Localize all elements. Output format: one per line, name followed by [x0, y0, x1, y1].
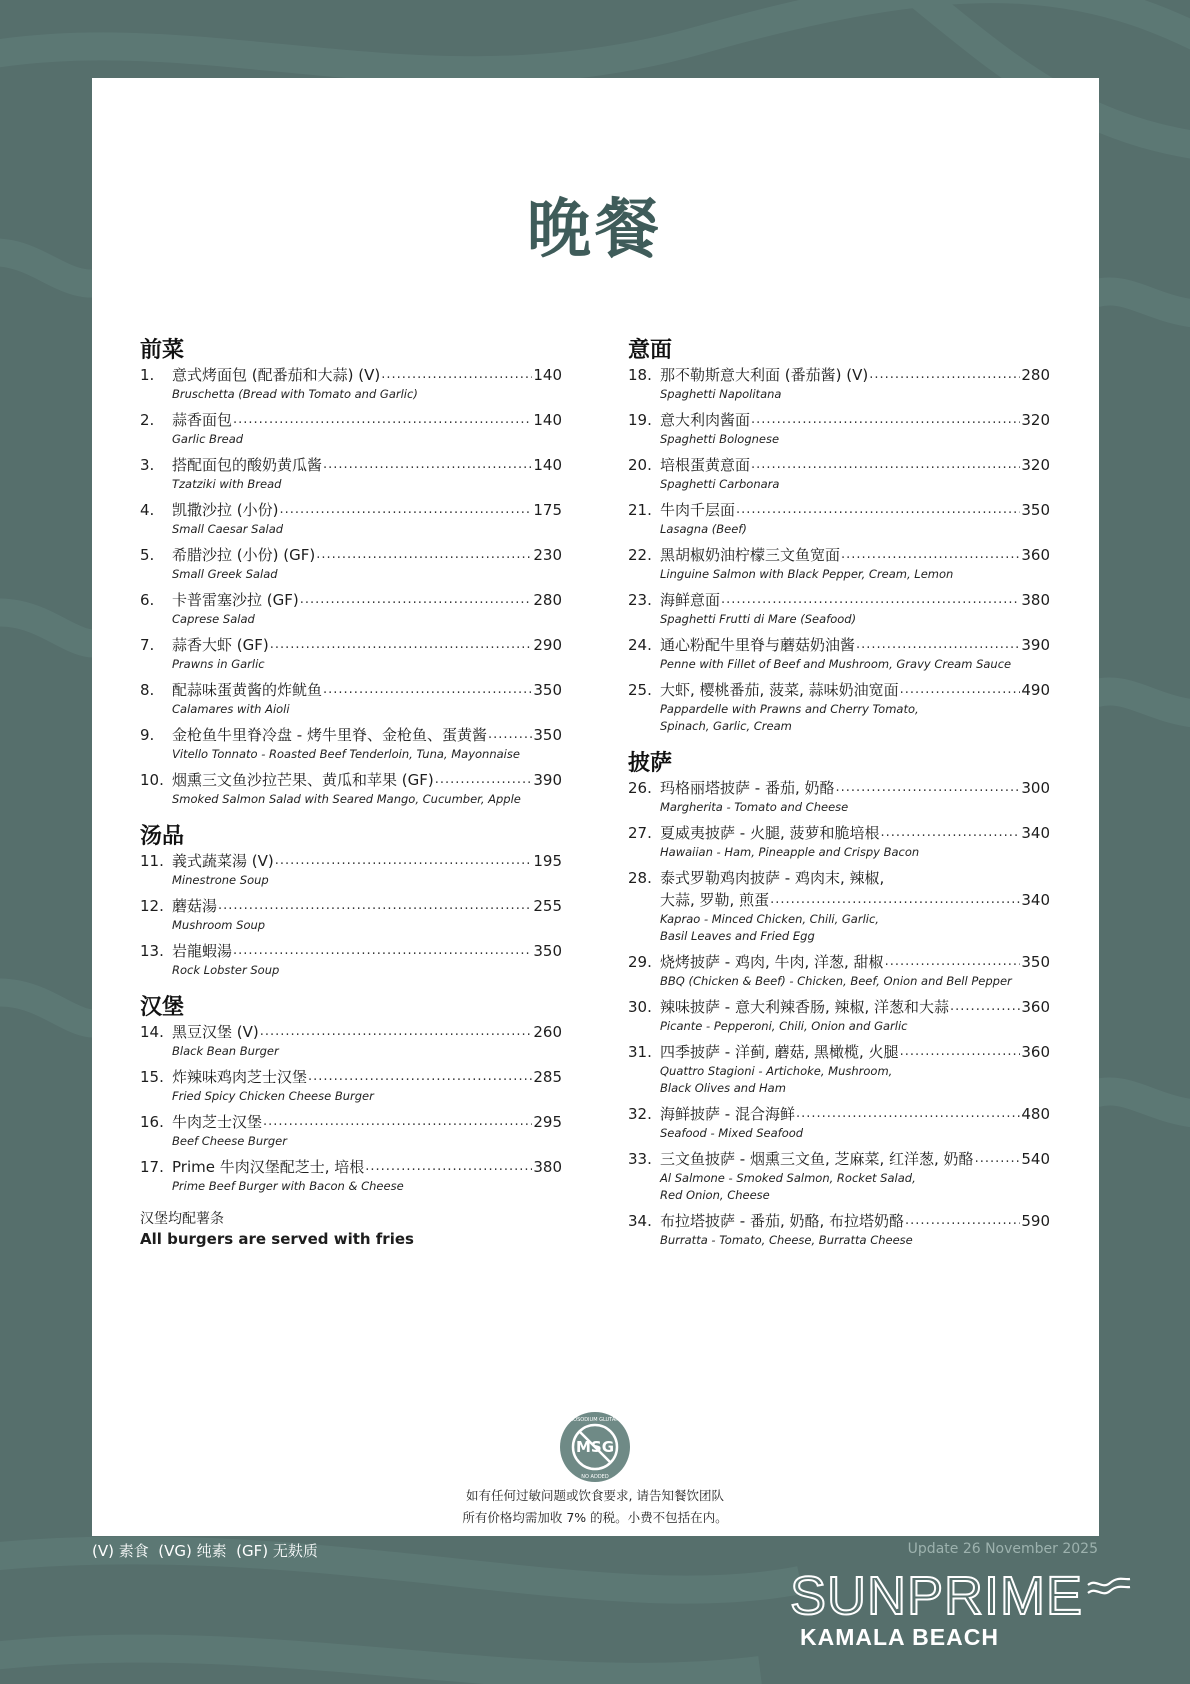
- item-name: 炸辣味鸡肉芝士汉堡: [172, 1068, 308, 1086]
- item-price: 140: [533, 411, 562, 429]
- brand-logo: [790, 1568, 1130, 1650]
- menu-item: [628, 679, 1050, 735]
- item-price: 350: [533, 726, 562, 744]
- item-number: 11.: [140, 852, 164, 870]
- msg-badge-bottom-text: NO ADDED: [581, 1474, 609, 1480]
- diet-legend: (V) 素食 (VG) 纯素 (GF) 无麸质: [92, 1542, 318, 1560]
- item-english-name: Tzatziki with Bread: [172, 477, 282, 491]
- item-english-name: Spaghetti Carbonara: [660, 477, 780, 491]
- menu-item: [140, 895, 562, 934]
- item-number: 28.: [628, 869, 652, 887]
- item-english-name-line2: Black Olives and Ham: [660, 1081, 786, 1095]
- item-english-name: Prime Beef Burger with Bacon & Cheese: [172, 1179, 404, 1193]
- item-english-name: Fried Spicy Chicken Cheese Burger: [172, 1089, 374, 1103]
- menu-item: [628, 409, 1050, 448]
- menu-item: [628, 1041, 1050, 1097]
- item-number: 24.: [628, 636, 652, 654]
- item-name: 岩龍蝦湯: [172, 942, 233, 960]
- item-number: 2.: [140, 411, 155, 429]
- dot-leader: [488, 724, 532, 746]
- dot-leader: [881, 822, 1021, 844]
- item-price: 260: [533, 1023, 562, 1041]
- item-name: 布拉塔披萨 - 番茄, 奶酪, 布拉塔奶酪: [660, 1212, 905, 1230]
- dot-leader: [218, 895, 532, 917]
- section-title: 前菜: [140, 337, 185, 363]
- menu-item: [140, 364, 562, 403]
- item-english-name: Black Bean Burger: [172, 1044, 279, 1058]
- item-number: 7.: [140, 636, 155, 654]
- menu-item: [628, 951, 1050, 990]
- item-price: 230: [533, 546, 562, 564]
- item-price: 540: [1021, 1150, 1050, 1168]
- item-number: 9.: [140, 726, 155, 744]
- dot-leader: [323, 454, 532, 476]
- item-name: 配蒜味蛋黄酱的炸鱿鱼: [172, 681, 323, 699]
- item-english-name: Garlic Bread: [172, 432, 244, 446]
- item-price: 360: [1021, 998, 1050, 1016]
- dot-leader: [796, 1103, 1020, 1125]
- menu-item: [140, 634, 562, 673]
- item-name: 培根蛋黄意面: [660, 456, 751, 474]
- item-number: 22.: [628, 546, 652, 564]
- item-price: 140: [533, 366, 562, 384]
- item-name: 通心粉配牛里脊与蘑菇奶油酱: [660, 636, 856, 654]
- section-title: 汉堡: [140, 994, 185, 1020]
- item-name: 烧烤披萨 - 鸡肉, 牛肉, 洋葱, 甜椒: [660, 953, 884, 971]
- menu-item: [140, 769, 562, 808]
- section-title: 意面: [628, 337, 673, 363]
- item-number: 5.: [140, 546, 155, 564]
- item-name: 牛肉芝士汉堡: [172, 1113, 263, 1131]
- item-english-name: Lasagna (Beef): [660, 522, 747, 536]
- item-name: 玛格丽塔披萨 - 番茄, 奶酪: [660, 779, 835, 797]
- item-english-name: Picante - Pepperoni, Chili, Onion and Garlic: [660, 1019, 908, 1033]
- burger-note-en: All burgers are served with fries: [140, 1230, 414, 1248]
- item-price: 350: [533, 942, 562, 960]
- dot-leader: [751, 454, 1020, 476]
- item-english-name: Vitello Tonnato - Roasted Beef Tenderloin, Tuna, Mayonnaise: [172, 747, 520, 761]
- dot-leader: [885, 951, 1021, 973]
- item-english-name: Al Salmone - Smoked Salmon, Rocket Salad,: [660, 1171, 916, 1185]
- item-english-name: Mushroom Soup: [172, 918, 266, 932]
- menu-item: [628, 1103, 1050, 1142]
- dot-leader: [381, 364, 532, 386]
- item-number: 14.: [140, 1023, 164, 1041]
- item-name: 搭配面包的酸奶黄瓜酱: [172, 456, 323, 474]
- item-english-name-line2: Red Onion, Cheese: [660, 1188, 770, 1202]
- dot-leader: [260, 1021, 533, 1043]
- menu-item: [628, 634, 1050, 673]
- item-number: 32.: [628, 1105, 652, 1123]
- item-price: 350: [1021, 953, 1050, 971]
- item-name: Prime 牛肉汉堡配芝士, 培根: [172, 1158, 365, 1176]
- item-english-name: Small Greek Salad: [172, 567, 278, 581]
- menu-item: [628, 1148, 1050, 1204]
- item-name: 意式烤面包 (配番茄和大蒜) (V): [172, 366, 381, 384]
- item-english-name: Linguine Salmon with Black Pepper, Cream, Lemon: [660, 567, 954, 581]
- dot-leader: [275, 850, 533, 872]
- item-english-name: Calamares with Aioli: [172, 702, 290, 716]
- item-name: 三文鱼披萨 - 烟熏三文鱼, 芝麻菜, 红洋葱, 奶酪: [660, 1150, 974, 1168]
- item-price: 175: [533, 501, 562, 519]
- msg-badge-top-text: MONOSODIUM GLUTAMATE: [561, 1417, 629, 1423]
- item-name: 蘑菇湯: [172, 897, 218, 915]
- item-name: 四季披萨 - 洋蓟, 蘑菇, 黑橄榄, 火腿: [660, 1043, 899, 1061]
- dot-leader: [323, 679, 532, 701]
- dot-leader: [841, 544, 1020, 566]
- item-price: 390: [533, 771, 562, 789]
- item-number: 17.: [140, 1158, 164, 1176]
- item-price: 340: [1021, 891, 1050, 909]
- item-price: 340: [1021, 824, 1050, 842]
- item-price: 380: [1021, 591, 1050, 609]
- menu-item: [628, 499, 1050, 538]
- item-price: 140: [533, 456, 562, 474]
- dot-leader: [900, 1041, 1021, 1063]
- dot-leader: [975, 1148, 1021, 1170]
- item-name: 凯撒沙拉 (小份): [172, 501, 279, 519]
- item-english-name: Spaghetti Frutti di Mare (Seafood): [660, 612, 857, 626]
- item-english-name: Spaghetti Bolognese: [660, 432, 780, 446]
- item-name: 牛肉千层面: [660, 501, 736, 519]
- item-number: 34.: [628, 1212, 652, 1230]
- brand-wave-icon: [1086, 1576, 1132, 1598]
- dot-leader: [300, 589, 533, 611]
- item-price: 480: [1021, 1105, 1050, 1123]
- menu-item: [140, 850, 562, 889]
- item-number: 3.: [140, 456, 155, 474]
- item-number: 16.: [140, 1113, 164, 1131]
- dot-leader: [721, 589, 1020, 611]
- menu-item: [628, 777, 1050, 816]
- item-number: 29.: [628, 953, 652, 971]
- menu-item: [628, 996, 1050, 1035]
- item-name: 夏威夷披萨 - 火腿, 菠萝和脆培根: [660, 824, 880, 842]
- dot-leader: [950, 996, 1020, 1018]
- menu-item: [140, 1066, 562, 1105]
- item-english-name: Small Caesar Salad: [172, 522, 284, 536]
- dot-leader: [270, 634, 533, 656]
- item-price: 320: [1021, 411, 1050, 429]
- menu-item: [140, 724, 562, 763]
- menu-item: [628, 867, 1050, 945]
- item-number: 15.: [140, 1068, 164, 1086]
- dot-leader: [263, 1111, 532, 1133]
- item-english-name: Seafood - Mixed Seafood: [660, 1126, 804, 1140]
- item-number: 26.: [628, 779, 652, 797]
- dot-leader: [869, 364, 1020, 386]
- dot-leader: [279, 499, 532, 521]
- item-number: 19.: [628, 411, 652, 429]
- item-price: 590: [1021, 1212, 1050, 1230]
- item-name: 海鲜披萨 - 混合海鲜: [660, 1105, 795, 1123]
- item-english-name: Bruschetta (Bread with Tomato and Garlic): [172, 387, 418, 401]
- item-name: 希腊沙拉 (小份) (GF): [172, 546, 316, 564]
- item-number: 4.: [140, 501, 155, 519]
- item-price: 490: [1021, 681, 1050, 699]
- menu-item: [140, 454, 562, 493]
- item-english-name: Burratta - Tomato, Cheese, Burratta Cheese: [660, 1233, 913, 1247]
- menu-item: [628, 589, 1050, 628]
- section-title: 披萨: [628, 750, 673, 776]
- menu-section: [140, 822, 562, 979]
- item-number: 23.: [628, 591, 652, 609]
- item-english-name: Smoked Salmon Salad with Seared Mango, Cucumber, Apple: [172, 792, 521, 806]
- menu-item: [628, 454, 1050, 493]
- item-english-name: Margherita - Tomato and Cheese: [660, 800, 849, 814]
- menu-section: [140, 336, 562, 808]
- item-english-name: Quattro Stagioni - Artichoke, Mushroom,: [660, 1064, 893, 1078]
- item-number: 8.: [140, 681, 155, 699]
- item-name: 海鲜意面: [660, 591, 721, 609]
- menu-item: [140, 1156, 562, 1195]
- item-name: 卡普雷塞沙拉 (GF): [172, 591, 299, 609]
- item-name: 意大利肉酱面: [660, 411, 751, 429]
- item-english-name: Prawns in Garlic: [172, 657, 265, 671]
- update-date: Update 26 November 2025: [907, 1541, 1098, 1557]
- dot-leader: [770, 889, 1020, 911]
- item-price: 290: [533, 636, 562, 654]
- dot-leader: [233, 409, 532, 431]
- item-price: 350: [1021, 501, 1050, 519]
- item-number: 13.: [140, 942, 164, 960]
- menu-item: [140, 409, 562, 448]
- item-price: 280: [533, 591, 562, 609]
- menu-item: [140, 589, 562, 628]
- item-name: 蒜香面包: [172, 411, 233, 429]
- item-price: 350: [533, 681, 562, 699]
- item-number: 20.: [628, 456, 652, 474]
- dot-leader: [736, 499, 1020, 521]
- brand-location: KAMALA BEACH: [800, 1624, 999, 1650]
- item-name: 大蒜, 罗勒, 煎蛋: [660, 891, 770, 909]
- item-price: 380: [533, 1158, 562, 1176]
- item-number: 27.: [628, 824, 652, 842]
- item-name-line1: 泰式罗勒鸡肉披萨 - 鸡肉末, 辣椒,: [660, 869, 885, 887]
- dot-leader: [905, 1210, 1020, 1232]
- item-english-name: Minestrone Soup: [172, 873, 269, 887]
- item-price: 360: [1021, 1043, 1050, 1061]
- item-price: 195: [533, 852, 562, 870]
- menu-item: [628, 364, 1050, 403]
- item-english-name: Spaghetti Napolitana: [660, 387, 782, 401]
- menu-item: [140, 940, 562, 979]
- tax-note: 所有价格均需加收 7% 的税。小费不包括在内。: [462, 1510, 728, 1525]
- item-price: 280: [1021, 366, 1050, 384]
- menu-right-column: [628, 336, 1050, 1263]
- item-name: 辣味披萨 - 意大利辣香肠, 辣椒, 洋葱和大蒜: [660, 998, 950, 1016]
- item-number: 31.: [628, 1043, 652, 1061]
- menu-left-column: [140, 336, 562, 1249]
- item-name: 蒜香大虾 (GF): [172, 636, 269, 654]
- allergy-note: 如有任何过敏问题或饮食要求, 请告知餐饮团队: [466, 1488, 724, 1503]
- item-price: 295: [533, 1113, 562, 1131]
- menu-item: [140, 499, 562, 538]
- dot-leader: [365, 1156, 532, 1178]
- item-english-name-line2: Basil Leaves and Fried Egg: [660, 929, 815, 943]
- item-price: 300: [1021, 779, 1050, 797]
- item-number: 10.: [140, 771, 164, 789]
- item-english-name: Rock Lobster Soup: [172, 963, 280, 977]
- menu-item: [140, 1021, 562, 1060]
- item-name: 那不勒斯意大利面 (番茄酱) (V): [660, 366, 869, 384]
- menu-item: [628, 822, 1050, 861]
- dot-leader: [308, 1066, 532, 1088]
- brand-name: SUNPRIME: [790, 1566, 1084, 1626]
- menu-item: [628, 1210, 1050, 1249]
- item-name: 大虾, 樱桃番茄, 菠菜, 蒜味奶油宽面: [660, 681, 899, 699]
- page-title: 晚餐: [527, 192, 663, 267]
- menu-item: [628, 544, 1050, 583]
- section-title: 汤品: [140, 823, 185, 849]
- item-english-name: Caprese Salad: [172, 612, 255, 626]
- item-name: 義式蔬菜湯 (V): [172, 852, 274, 870]
- item-english-name: Pappardelle with Prawns and Cherry Tomato,: [660, 702, 919, 716]
- menu-item: [140, 544, 562, 583]
- item-english-name: BBQ (Chicken & Beef) - Chicken, Beef, Onion and Bell Pepper: [660, 974, 1012, 988]
- dot-leader: [900, 679, 1021, 701]
- burger-note-cn: 汉堡均配薯条: [140, 1211, 224, 1227]
- item-number: 18.: [628, 366, 652, 384]
- dot-leader: [233, 940, 532, 962]
- item-number: 25.: [628, 681, 652, 699]
- item-english-name: Kaprao - Minced Chicken, Chili, Garlic,: [660, 912, 879, 926]
- item-number: 6.: [140, 591, 155, 609]
- item-english-name: Penne with Fillet of Beef and Mushroom, Gravy Cream Sauce: [660, 657, 1012, 671]
- menu-section: [628, 749, 1050, 1249]
- dot-leader: [435, 769, 533, 791]
- item-number: 21.: [628, 501, 652, 519]
- menu-section: [628, 336, 1050, 735]
- item-number: 1.: [140, 366, 155, 384]
- item-english-name: Beef Cheese Burger: [172, 1134, 287, 1148]
- item-price: 255: [533, 897, 562, 915]
- dot-leader: [316, 544, 532, 566]
- msg-badge-center-text: MSG: [575, 1438, 615, 1456]
- menu-section: [140, 993, 562, 1195]
- item-number: 33.: [628, 1150, 652, 1168]
- item-english-name: Hawaiian - Ham, Pineapple and Crispy Bacon: [660, 845, 920, 859]
- item-name: 黑胡椒奶油柠檬三文鱼宽面: [660, 546, 841, 564]
- item-price: 285: [533, 1068, 562, 1086]
- item-price: 320: [1021, 456, 1050, 474]
- item-name: 金枪鱼牛里脊冷盘 - 烤牛里脊、金枪鱼、蛋黄酱: [172, 726, 487, 744]
- item-name: 黑豆汉堡 (V): [172, 1023, 259, 1041]
- item-price: 360: [1021, 546, 1050, 564]
- item-number: 30.: [628, 998, 652, 1016]
- dot-leader: [751, 409, 1020, 431]
- item-price: 390: [1021, 636, 1050, 654]
- menu-item: [140, 1111, 562, 1150]
- item-number: 12.: [140, 897, 164, 915]
- item-english-name-line2: Spinach, Garlic, Cream: [660, 719, 792, 733]
- dot-leader: [856, 634, 1020, 656]
- dot-leader: [836, 777, 1021, 799]
- item-name: 烟熏三文鱼沙拉芒果、黄瓜和苹果 (GF): [172, 771, 434, 789]
- no-msg-icon: [558, 1410, 632, 1484]
- menu-item: [140, 679, 562, 718]
